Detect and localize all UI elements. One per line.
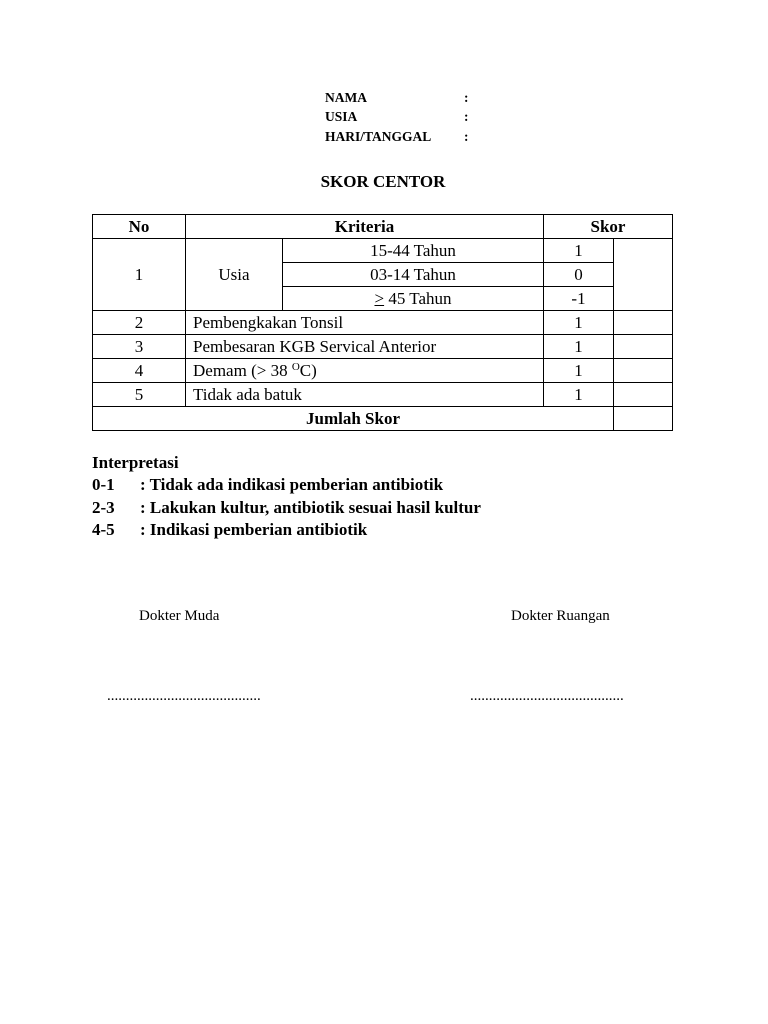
interpretation-section [92, 452, 481, 542]
usia-sub-criteria [283, 287, 544, 311]
document-title-text: SKOR CENTOR [320, 172, 446, 191]
skor-value: -1 [544, 287, 614, 311]
total-label: Jumlah Skor [93, 407, 614, 431]
interpretation-range: 0-1 [92, 475, 115, 494]
skor-value: 0 [544, 263, 614, 287]
greater-equal-symbol: > [374, 289, 385, 308]
criteria-text: Pembesaran KGB Servical Anterior [186, 335, 544, 359]
signature-label-right: Dokter Ruangan [511, 608, 610, 624]
criteria-text-before: Demam (> 38 [193, 361, 292, 380]
usia-sub-criteria: 03-14 Tahun [283, 263, 544, 287]
header-colon: : [464, 128, 469, 144]
skor-value: 1 [544, 239, 614, 263]
skor-input-cell[interactable] [614, 383, 673, 407]
signature-line-left[interactable]: ......................................... [107, 688, 261, 704]
skor-value: 1 [544, 383, 614, 407]
header-skor: Skor [544, 215, 673, 239]
signature-line-right[interactable]: ......................................... [470, 688, 624, 704]
interpretation-text: : Indikasi pemberian antibiotik [140, 520, 368, 539]
header-row-nama [325, 88, 474, 108]
table-total-row [93, 407, 673, 431]
row-no: 3 [93, 335, 186, 359]
table-header-row [93, 215, 673, 239]
header-label: NAMA [325, 89, 367, 105]
degree-superscript: O [291, 361, 300, 373]
skor-input-cell[interactable] [614, 359, 673, 383]
row-no: 4 [93, 359, 186, 383]
usia-label: Usia [186, 239, 283, 311]
header-kriteria: Kriteria [186, 215, 544, 239]
skor-value: 1 [544, 311, 614, 335]
interpretation-item [92, 474, 481, 497]
patient-header [325, 88, 474, 147]
criteria-text-after: C) [299, 361, 317, 380]
usia-sub-criteria: 15-44 Tahun [283, 239, 544, 263]
centor-score-table [92, 214, 673, 431]
interpretation-text: : Lakukan kultur, antibiotik sesuai hasil kultur [140, 497, 481, 517]
interpretation-item [92, 519, 481, 542]
table-row [93, 335, 673, 359]
skor-value: 1 [544, 335, 614, 359]
criteria-text: Pembengkakan Tonsil [186, 311, 544, 335]
header-label: USIA [325, 109, 358, 125]
header-label: HARI/TANGGAL [325, 128, 432, 144]
row-no: 5 [93, 383, 186, 407]
criteria-text [186, 359, 544, 383]
header-row-usia [325, 108, 474, 128]
interpretation-range: 4-5 [92, 520, 115, 539]
skor-input-cell[interactable] [614, 239, 673, 311]
header-colon: : [464, 109, 469, 125]
interpretation-text: : Tidak ada indikasi pemberian antibiotik [140, 475, 444, 494]
row-no: 2 [93, 311, 186, 335]
table-row [93, 383, 673, 407]
skor-input-cell[interactable] [614, 335, 673, 359]
interpretation-range: 2-3 [92, 497, 115, 517]
header-no: No [93, 215, 186, 239]
criteria-text: Tidak ada batuk [186, 383, 544, 407]
table-row [93, 311, 673, 335]
total-input-cell[interactable] [614, 407, 673, 431]
document-title [0, 172, 768, 192]
row-no: 1 [93, 239, 186, 311]
header-colon: : [464, 89, 469, 105]
skor-input-cell[interactable] [614, 311, 673, 335]
header-row-hari-tanggal [325, 127, 474, 147]
usia-sub-text: 45 Tahun [384, 289, 452, 308]
table-row [93, 239, 673, 263]
interpretation-item [92, 497, 481, 520]
skor-value: 1 [544, 359, 614, 383]
signature-label-left: Dokter Muda [139, 608, 220, 624]
interpretation-title: Interpretasi [92, 453, 179, 472]
table-row [93, 359, 673, 383]
